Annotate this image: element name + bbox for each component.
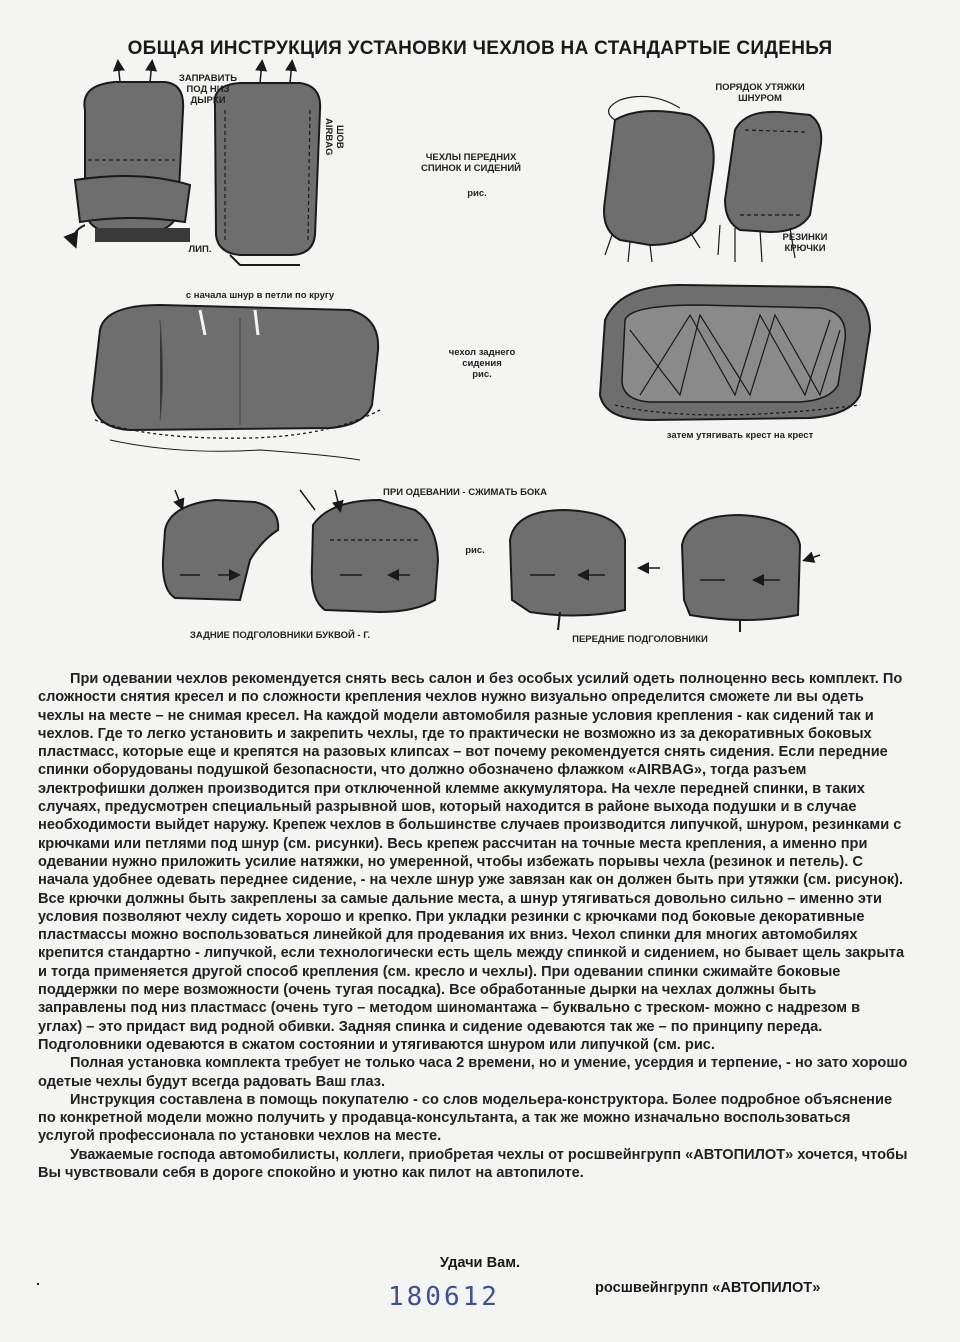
margin-dot: . [36,1272,40,1288]
page-title: ОБЩАЯ ИНСТРУКЦИЯ УСТАНОВКИ ЧЕХЛОВ НА СТАНДАРТЫЕ СИДЕНЬЯ [127,38,833,59]
stamp-number: 180612 [388,1282,500,1312]
instruction-text [38,670,908,1182]
label-elastic-hooks: РЕЗИНКИ КРЮЧКИ [782,232,828,254]
company-signature: росшвейнгрупп «АВТОПИЛОТ» [595,1280,821,1296]
label-rear-headrests: ЗАДНИЕ ПОДГОЛОВНИКИ БУКВОЙ - Г. [189,630,371,641]
rear-seat-lacing-figure [600,285,870,420]
paragraph: Инструкция составлена в помощь покупателю - со слов модельера-конструктора. Более подробное объяснение по конкретной модели можно получить у продавца-консультанта, а так же можно изначально воспользоваться услугой профессионала по установки чехлов на месте. [38,1091,893,1145]
label-figure-2: рис. [465,545,485,556]
rear-seat-cover-figure [92,305,380,460]
label-front-covers: ЧЕХЛЫ ПЕРЕДНИХ СПИНОК И СИДЕНИЙ [421,152,521,174]
label-cross-tighten: затем утягивать крест на крест [666,430,814,441]
label-lacing-order: ПОРЯДОК УТЯЖКИ ШНУРОМ [715,82,805,104]
front-headrests-figure [510,510,820,632]
label-rear-seat-cover: чехол заднего сидения рис. [448,347,516,380]
label-velcro: ЛИП. [188,244,212,255]
label-front-headrests: ПЕРЕДНИЕ ПОДГОЛОВНИКИ [572,634,708,645]
label-lace-loops: с начала шнур в петли по кругу [185,290,335,301]
closing-line: Удачи Вам. [439,1255,521,1271]
rear-headrests-figure [163,490,438,612]
paragraph: Уважаемые господа автомобилисты, коллеги, приобретая чехлы от росшвейнгрупп «АВТОПИЛОТ» хочется, чтобы Вы чувствовали себя в дороге спокойно и уютно как пилот на автопилоте. [38,1146,908,1182]
label-compress-sides: ПРИ ОДЕВАНИИ - СЖИМАТЬ БОКА [383,487,547,498]
paragraph: При одевании чехлов рекомендуется снять весь салон и без особых усилий одеть полноценно весь комплект. По сложности снятия кресел и по сложности крепления чехлов нужно визуально определится сможете ли вы одеть чехлы на месте – не снимая кресел. На каждой модели автомобиля разные условия крепления - как сидений так и чехлов. Где то легко установить и закрепить чехлы, где то практически не возможно из за декоративных боковых пластмасс, которые еще и крепятся на разовых клипсах – вот почему рекомендуется снять сидения. Если передние спинки оборудованы подушкой безопасности, что должно обозначено флажком «AIRBAG», тогда разъем электрофишки должен производится при отключенной клемме аккумулятора. На чехле передней спинки, в таких случаях, предусмотрен специальный разрывной шов, который находится в районе выхода подушки и в случае необходимости выйдет наружу. Крепеж чехлов в большинстве случаев производится липучкой, шнуром, резинками с крючками или петлями под шнур (см. рисунки). Весь крепеж рассчитан на точные места крепления, а именно при одевании нужно приложить усилие натяжки, но умеренной, чтобы избежать порывы чехла (резинок и петель). С начала удобнее одевать переднее сидение, - на чехле шнур уже завязан как он должен быть при утяжки (см. рисунок). Все крючки должны быть закреплены за самые дальние места, а шнур утягиваться довольно сильно – именно эти условия позволяют чехлу сидеть хорошо и крепко. При укладки резинки с крючками под боковые декоративные пластмассы можно воспользоваться линейкой для продевания их вниз. Чехол спинки для многих автомобилях крепится стандартно - липучкой, если технологически есть щель между спинкой и сидением, но бывает щель закрыта и тогда применяется другой способ крепления (см. кресло и чехлы). При одевании спинки сжимайте боковые поддержки по мере возможности (очень тугая посадка). Все обработанные дырки на чехлах должны быть заправлены под низ пластмасс (очень туго – методом шиномантажа – буквально с треском- можно с надрезом в углах) – это придаст вид родной обивки. Задняя спинка и сидение одеваются так же – по принципу переда. Подголовники одеваются в сжатом состоянии и утягиваются шнуром или липучкой (см. рис. [38,671,905,1053]
label-figure-1: рис. [467,188,487,199]
paragraph: Полная установка комплекта требует не только часа 2 времени, но и умение, усердия и терпение, - но зато хорошо одетые чехлы будут всегда радовать Ваш глаз. [38,1055,908,1090]
label-tuck-holes: ЗАПРАВИТЬ ПОД НИЗ ДЫРКИ [178,73,238,106]
label-airbag-seam: ШОВ AIRBAG [323,118,345,156]
